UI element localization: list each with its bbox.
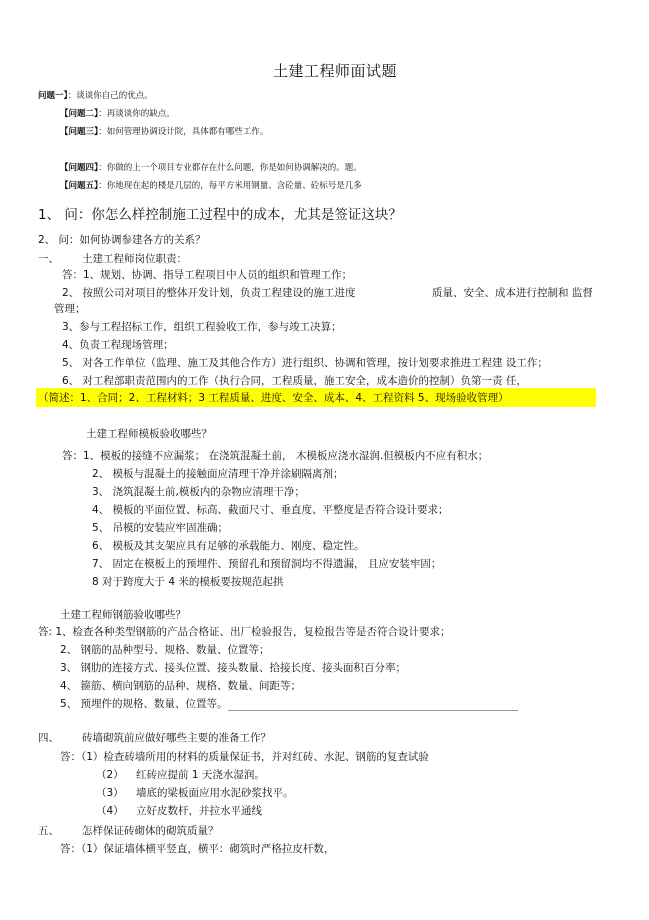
duty-item: 4、负责工程现场管理； xyxy=(62,339,174,351)
question-4-label: 【问题四】 xyxy=(60,163,99,173)
duty-item: 答：1、规划、协调、指导工程项目中人员的组织和管理工作； xyxy=(62,269,353,281)
duty-item: 3、参与工程招标工作，组织工程验收工作，参与竣工决算； xyxy=(62,321,342,333)
question-1 xyxy=(38,92,153,101)
question-1-label: 问题一】 xyxy=(38,91,68,101)
rebar-item: 2、 钢筋的品种型号、规格、数量、位置等； xyxy=(60,644,270,656)
question-3 xyxy=(60,128,268,137)
question-2-text: ：再谈谈你的缺点。 xyxy=(98,109,175,119)
section-4-item-number: （3） xyxy=(96,787,124,799)
formwork-item: 6、 模板及其支架应具有足够的承载能力、刚度、稳定性。 xyxy=(92,540,365,552)
section-5-title: 怎样保证砖砌体的砌筑质量？ xyxy=(82,825,219,837)
page-title: 土建工程师面试题 xyxy=(273,62,398,80)
section-4-item-number: （4） xyxy=(96,805,124,817)
duty-item: 质量、安全、成本进行控制和 监督 xyxy=(432,287,593,299)
section-5-item: 答：（1）保证墙体横平竖直，横平：砌筑时严格拉皮杆数， xyxy=(60,843,335,855)
formwork-item: 5、 吊模的安装应牢固准确； xyxy=(92,522,229,534)
duty-item: 2、 按照公司对项目的整体开发计划，负责工程建设的施工进度 xyxy=(62,287,356,299)
duty-section-title: 土建工程师岗位职责： xyxy=(82,253,187,265)
formwork-item: 4、 模板的平面位置、标高、截面尺寸、垂直度、平整度是否符合设计要求； xyxy=(92,504,449,516)
formwork-item: 2、 模板与混凝土的接触面应清理干净并涂刷隔离剂； xyxy=(92,468,344,480)
question-2 xyxy=(60,110,175,119)
formwork-section-title: 土建工程师模板验收哪些？ xyxy=(86,428,212,440)
section-4-item: 墙底的梁板面应用水泥砂浆找平。 xyxy=(136,787,294,799)
question-1-text: ：谈谈你自己的优点。 xyxy=(67,91,153,101)
duty-section-number: 一、 xyxy=(38,253,59,265)
formwork-item: 3、 浇筑混凝土前,模板内的杂物应清理干净； xyxy=(92,486,305,498)
formwork-item: 7、 固定在模板上的预埋件、预留孔和预留洞均不得遗漏， 且应安装牢固； xyxy=(92,558,442,570)
formwork-item: 8 对于跨度大于 4 米的模板要按规范起拱 xyxy=(92,576,284,588)
rebar-section-title: 土建工程师钢筋验收哪些？ xyxy=(60,609,186,621)
section-1-heading: 1、 问：你怎么样控制施工过程中的成本，尤其是签证这块？ xyxy=(38,207,402,223)
section-5-number: 五、 xyxy=(38,825,59,837)
section-4-item: 答：（1）检查砖墙所用的材料的质量保证书，并对红砖、水泥、钢筋的复查试验 xyxy=(60,751,429,763)
rebar-item: 4、 箍筋、横向钢筋的品种、规格、数量、间距等； xyxy=(60,680,302,692)
section-4-item-number: （2） xyxy=(96,769,124,781)
question-5-label: 【问题五】 xyxy=(60,181,99,191)
formwork-item: 答：1、模板的接缝不应漏浆； 在浇筑混凝土前， 木模板应浇水湿润.但模板内不应有积水； xyxy=(62,450,489,462)
duty-item: 5、 对各工作单位（监理、施工及其他合作方）进行组织、协调和管理，按计划要求推进工程建 设工作； xyxy=(62,357,548,369)
section-2-heading: 2、 问：如何协调参建各方的关系？ xyxy=(38,234,206,246)
rebar-item: 3、 钢肋的连接方式、接头位置、接头数量、拾接长度、接头面积百分率； xyxy=(60,662,407,674)
duty-summary-highlighted: （简述：1、合同；2、工程材料；3 工程质量、进度、安全、成本、4、工程资料 5、现场验收管理） xyxy=(38,392,509,404)
question-5-text: ：你地现在起的楼是几层的，每平方米用钢量、含砼量、砼标号是几多 xyxy=(98,181,362,191)
section-4-title: 砖墙砌筑前应做好哪些主要的准备工作？ xyxy=(82,732,271,744)
section-4-item: 红砖应提前 1 天浇水湿润。 xyxy=(136,769,265,781)
question-5 xyxy=(60,182,362,191)
divider-line xyxy=(228,710,518,711)
question-3-text: ：如何管理协调设计院，具体都有哪些工作。 xyxy=(98,127,269,137)
question-2-label: 【问题二】 xyxy=(60,109,99,119)
rebar-item: 5、 预埋件的规格、数量、位置等。 xyxy=(60,698,228,710)
duty-item: 6、 对工程部职责范围内的工作（执行合同，工程质量，施工安全，成本造价的控制）负第一责 任， xyxy=(62,375,527,387)
section-4-item: 立好皮数杆，并拉水平通线 xyxy=(136,805,262,817)
duty-item: 管理； xyxy=(54,303,86,315)
question-3-label: 【问题三】 xyxy=(60,127,99,137)
rebar-item: 答: 1、检查各种类型钢筋的产品合格证、出厂检验报告，复检报告等是否符合设计要求； xyxy=(38,626,451,638)
section-4-number: 四、 xyxy=(38,732,59,744)
question-4 xyxy=(60,164,362,173)
question-4-text: ：你做的上一个项目专业都存在什么问题，你是如何协调解决的。题。 xyxy=(98,163,362,173)
